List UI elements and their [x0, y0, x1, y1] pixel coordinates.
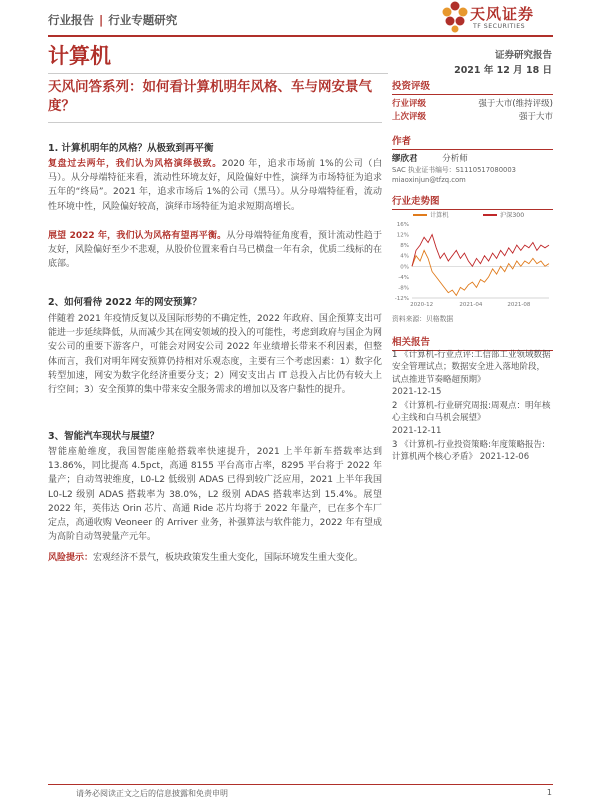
x-tick-label: 2021-08 — [507, 302, 531, 308]
risk-warning — [48, 551, 382, 565]
previous-rating-row — [392, 111, 553, 124]
y-tick-label: 8% — [400, 243, 409, 250]
author-line — [392, 153, 553, 165]
report-title-block — [48, 78, 382, 123]
section-1-para-1-lead: 复盘过去两年，我们认为风格演绎极致。 — [48, 159, 222, 169]
section-2-heading: 2、如何看待 2022 年的网安预算？ — [48, 297, 202, 308]
risk-lead: 风险提示： — [48, 553, 94, 563]
trend-title: 行业走势图 — [392, 196, 440, 207]
report-title: 天风问答系列：如何看计算机明年风格、车与网安景气度？ — [48, 79, 372, 114]
section-2-para-1 — [48, 312, 382, 397]
report-date: 2021 年 12 月 18 日 — [454, 65, 552, 76]
legend-label-hs300: 沪深300 — [500, 212, 525, 219]
y-tick-label: -4% — [398, 274, 409, 281]
author-block — [392, 133, 553, 185]
rating-row — [392, 98, 553, 111]
rating-key: 行业评级 — [392, 99, 427, 109]
header-rule — [48, 35, 553, 37]
section-3-para-1-text: 智能座舱维度，我国智能座舱搭载率快速提升，2021 上半年新车搭载率达到 13.86%，同比提高 4.5pct，高通 8155 平台高市占率，8295 平台将于 2022 年量产；自动驾驶维度，L0-L2 低级别 ADAS 已得到较广泛应用，2021 上半年我国 L0-L2 级别 ADAS 搭载率为 38.0%，L2 级别 ADAS 搭载率达到 15.4%。展望 2022 年，英伟达 Orin 芯片、高通 Ride 芯片均将于 2022 年量产，已在多个车厂定点，高通收购 Veoneer 的 Arriver 业务，补强算法与软件能力，2022 年有望成为高阶自动驾驶量产元年。 — [48, 447, 382, 543]
legend-label-computer: 计算机 — [430, 212, 449, 219]
trend-chart — [392, 220, 553, 310]
section-1-para-2-lead: 展望 2022 年，我们认为风格有望再平衡。 — [48, 231, 227, 241]
related-title: 相关报告 — [392, 337, 431, 348]
industry-rule — [48, 73, 388, 74]
legend-item-hs300 — [483, 210, 524, 219]
y-tick-label: 4% — [400, 253, 409, 260]
logo-english-name: TF SECURITIES — [473, 23, 526, 30]
author-rule — [392, 149, 553, 150]
footer-disclaimer: 请务必阅读正文之后的信息披露和免责申明 — [76, 789, 228, 798]
footer-rule — [48, 784, 553, 785]
section-1-para-1-text: 2020 年，追求市场前 1%的公司（白马）。从分母端特征来看，流动性环境友好，风险偏好中性，演绎为市场特征为追求五年的“终局”。2021 年，追求市场后 1%的公司（黑马）。从分母端特征看，流动性环境中性，风险偏好较高，演绎市场特征为追求短期高增长。 — [48, 159, 382, 212]
section-1-heading: 1. 计算机明年的风格？从极致到再平衡 — [48, 143, 214, 154]
y-tick-label: 16% — [396, 222, 409, 228]
brand-logo — [440, 0, 550, 36]
category-separator: | — [99, 13, 104, 27]
rating-rule — [392, 94, 553, 95]
section-1-para-1 — [48, 157, 382, 214]
related-report-1-date: 2021-12-15 — [392, 386, 442, 397]
chart-source: 资料来源：贝格数据 — [392, 315, 454, 323]
industry-name: 计算机 — [48, 44, 111, 68]
rating-title: 投资评级 — [392, 81, 431, 92]
related-report-2-date: 2021-12-11 — [392, 425, 442, 436]
section-1-para-2-text: 从分母端特征角度看，预计流动性趋于友好，风险偏好至少不悲观，从股价位置来看白马已横盘一年有余，优质二线标的在底部。 — [48, 231, 382, 270]
author-name: 缪欣君 — [392, 154, 418, 164]
x-tick-label: 2021-04 — [459, 302, 483, 308]
related-report[interactable] — [392, 349, 553, 398]
title-rule — [48, 122, 382, 123]
author-email[interactable]: miaoxinjun@tfzq.com — [392, 176, 466, 184]
related-report-3-date: 2021-12-06 — [479, 452, 530, 463]
y-tick-label: -8% — [398, 285, 409, 292]
trend-block — [392, 193, 553, 210]
y-tick-label: 0% — [400, 264, 409, 271]
x-tick-label: 2020-12 — [410, 302, 434, 308]
legend-swatch-computer — [413, 214, 427, 216]
legend-item-computer — [413, 210, 449, 219]
report-type: 证券研究报告 — [494, 50, 552, 61]
author-role: 分析师 — [442, 154, 468, 164]
subcategory-label: 行业专题研究 — [108, 13, 178, 27]
related-report[interactable] — [392, 439, 553, 464]
y-tick-label: 12% — [396, 232, 409, 239]
related-report-3-text[interactable]: 3 《计算机-行业投资策略:年度策略报告:计算机两个核心矛盾》 — [392, 440, 545, 463]
legend-swatch-hs300 — [483, 214, 497, 216]
category-label: 行业报告 — [48, 13, 94, 27]
section-2-para-1-text: 伴随着 2021 年疫情反复以及国际形势的不确定性，2022 年政府、国企预算支出可能进一步延续降低，从而减少其在网安领域的投入的可能性，考虑到政府与国企为网安公司的重要下游客户，可能会对网安公司 2022 年业绩增长带来不利因素，但整体而言，我们对明年网安预算仍持相对乐观态度，主要有三个考虑因素：1）数字化转型加速，网安为数字化经济重要分支；2）网安支出占 IT 总投入占比仍有较大上行空间；3）安全预算的集中带来安全服务需求的增加以及客户黏性的提升。 — [48, 314, 382, 396]
risk-text: 宏观经济不景气，板块政策发生重大变化，国际环境发生重大变化。 — [93, 553, 364, 563]
page-number: 1 — [546, 788, 552, 797]
section-3-para-1 — [48, 445, 382, 544]
report-category — [48, 12, 177, 28]
related-report[interactable] — [392, 400, 553, 437]
rating-value: 强于大市(维持评级) — [478, 99, 553, 109]
logo-name: 天风证券 — [470, 5, 535, 23]
rating-block — [392, 78, 553, 124]
related-report-2-text[interactable]: 2 《计算机-行业研究周报:周观点：明年核心主线和白马机会展望》 — [392, 401, 551, 424]
author-title: 作者 — [392, 136, 412, 147]
series-line-hs300 — [412, 235, 549, 267]
y-tick-label: -12% — [394, 296, 409, 302]
previous-rating-key: 上次评级 — [392, 112, 427, 122]
logo-flower-icon — [440, 0, 470, 34]
section-1-para-2 — [48, 229, 382, 272]
series-line-computer — [412, 250, 549, 295]
related-report-1-text[interactable]: 1 《计算机-行业点评:工信部工业领域数据安全管理试点；数据安全进入落地阶段，试点推进节奏略超预期》 — [392, 350, 551, 385]
related-reports — [392, 349, 553, 466]
author-cert: SAC 执业证书编号：S1110517080003 — [392, 166, 516, 174]
section-3-heading: 3、智能汽车现状与展望？ — [48, 431, 160, 442]
previous-rating-value: 强于大市 — [518, 112, 553, 122]
